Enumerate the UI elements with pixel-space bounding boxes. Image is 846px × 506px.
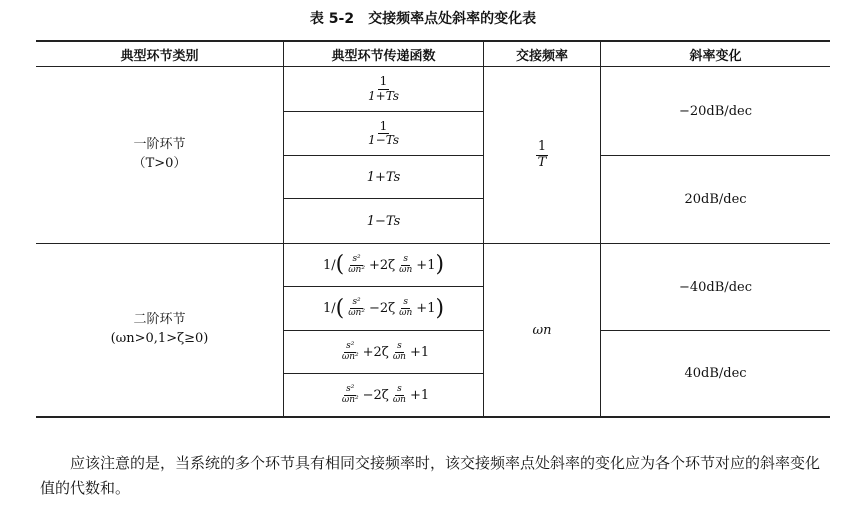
second-order-name: 二阶环节 bbox=[133, 312, 186, 328]
header-category: 典型环节类别 bbox=[120, 48, 199, 64]
first-order-crossover: $\frac{1}{T}$ bbox=[537, 139, 547, 170]
header-crossover: 交接频率 bbox=[515, 48, 568, 64]
first-order-slope-1: −20dB/dec bbox=[679, 103, 752, 119]
first-order-name: 一阶环节 bbox=[133, 137, 186, 153]
tf-second-order-4: $\frac{\text{s²}}{\text{ωn²}}$ −2ζ $\frac{s}{\omega n}$ +1 bbox=[341, 383, 430, 405]
second-order-category bbox=[36, 244, 283, 416]
body-paragraph: 应该注意的是，当系统的多个环节具有相同交接频率时，该交接频率点处斜率的变化应为各个环节对应的斜率变化值的代数和。 bbox=[40, 454, 821, 497]
bottom-rule bbox=[36, 416, 830, 418]
tf-first-order-2 bbox=[284, 112, 483, 155]
header-slope: 斜率变化 bbox=[689, 48, 742, 64]
table-caption: 表 5-2 交接频率点处斜率的变化表 bbox=[309, 11, 537, 27]
second-order-crossover: ωn bbox=[532, 322, 552, 338]
tf-first-order-3: 1+Ts bbox=[366, 169, 401, 185]
tf-second-order-2: 1/ ( $\frac{\text{s²}}{\text{ωn²}}$ −2ζ $\frac{s}{\omega n}$ +1 ) bbox=[322, 295, 445, 321]
fraction: $\frac{1}{1-Ts}$ bbox=[368, 118, 399, 147]
tf-first-order-4: 1−Ts bbox=[366, 213, 401, 229]
tf-second-order-3: $\frac{\text{s²}}{\text{ωn²}}$ +2ζ $\frac{s}{\omega n}$ +1 bbox=[341, 340, 430, 362]
second-order-condition: (ωn>0,1>ζ≥0) bbox=[110, 331, 209, 346]
header-transfer: 典型环节传递函数 bbox=[331, 48, 436, 64]
tf-second-order-1: 1/ ( $\frac{\text{s²}}{\text{ωn²}}$ +2ζ $\frac{s}{\omega n}$ +1 ) bbox=[322, 252, 445, 277]
second-order-slope-2: 40dB/dec bbox=[684, 366, 747, 381]
first-order-condition: （T>0） bbox=[132, 156, 187, 171]
fraction: $\frac{1}{1+Ts}$ bbox=[368, 74, 399, 103]
first-order-slope-2: 20dB/dec bbox=[684, 192, 747, 207]
first-order-category bbox=[36, 67, 283, 243]
second-order-slope-1: −40dB/dec bbox=[679, 279, 752, 295]
tf-first-order-1 bbox=[284, 67, 483, 111]
